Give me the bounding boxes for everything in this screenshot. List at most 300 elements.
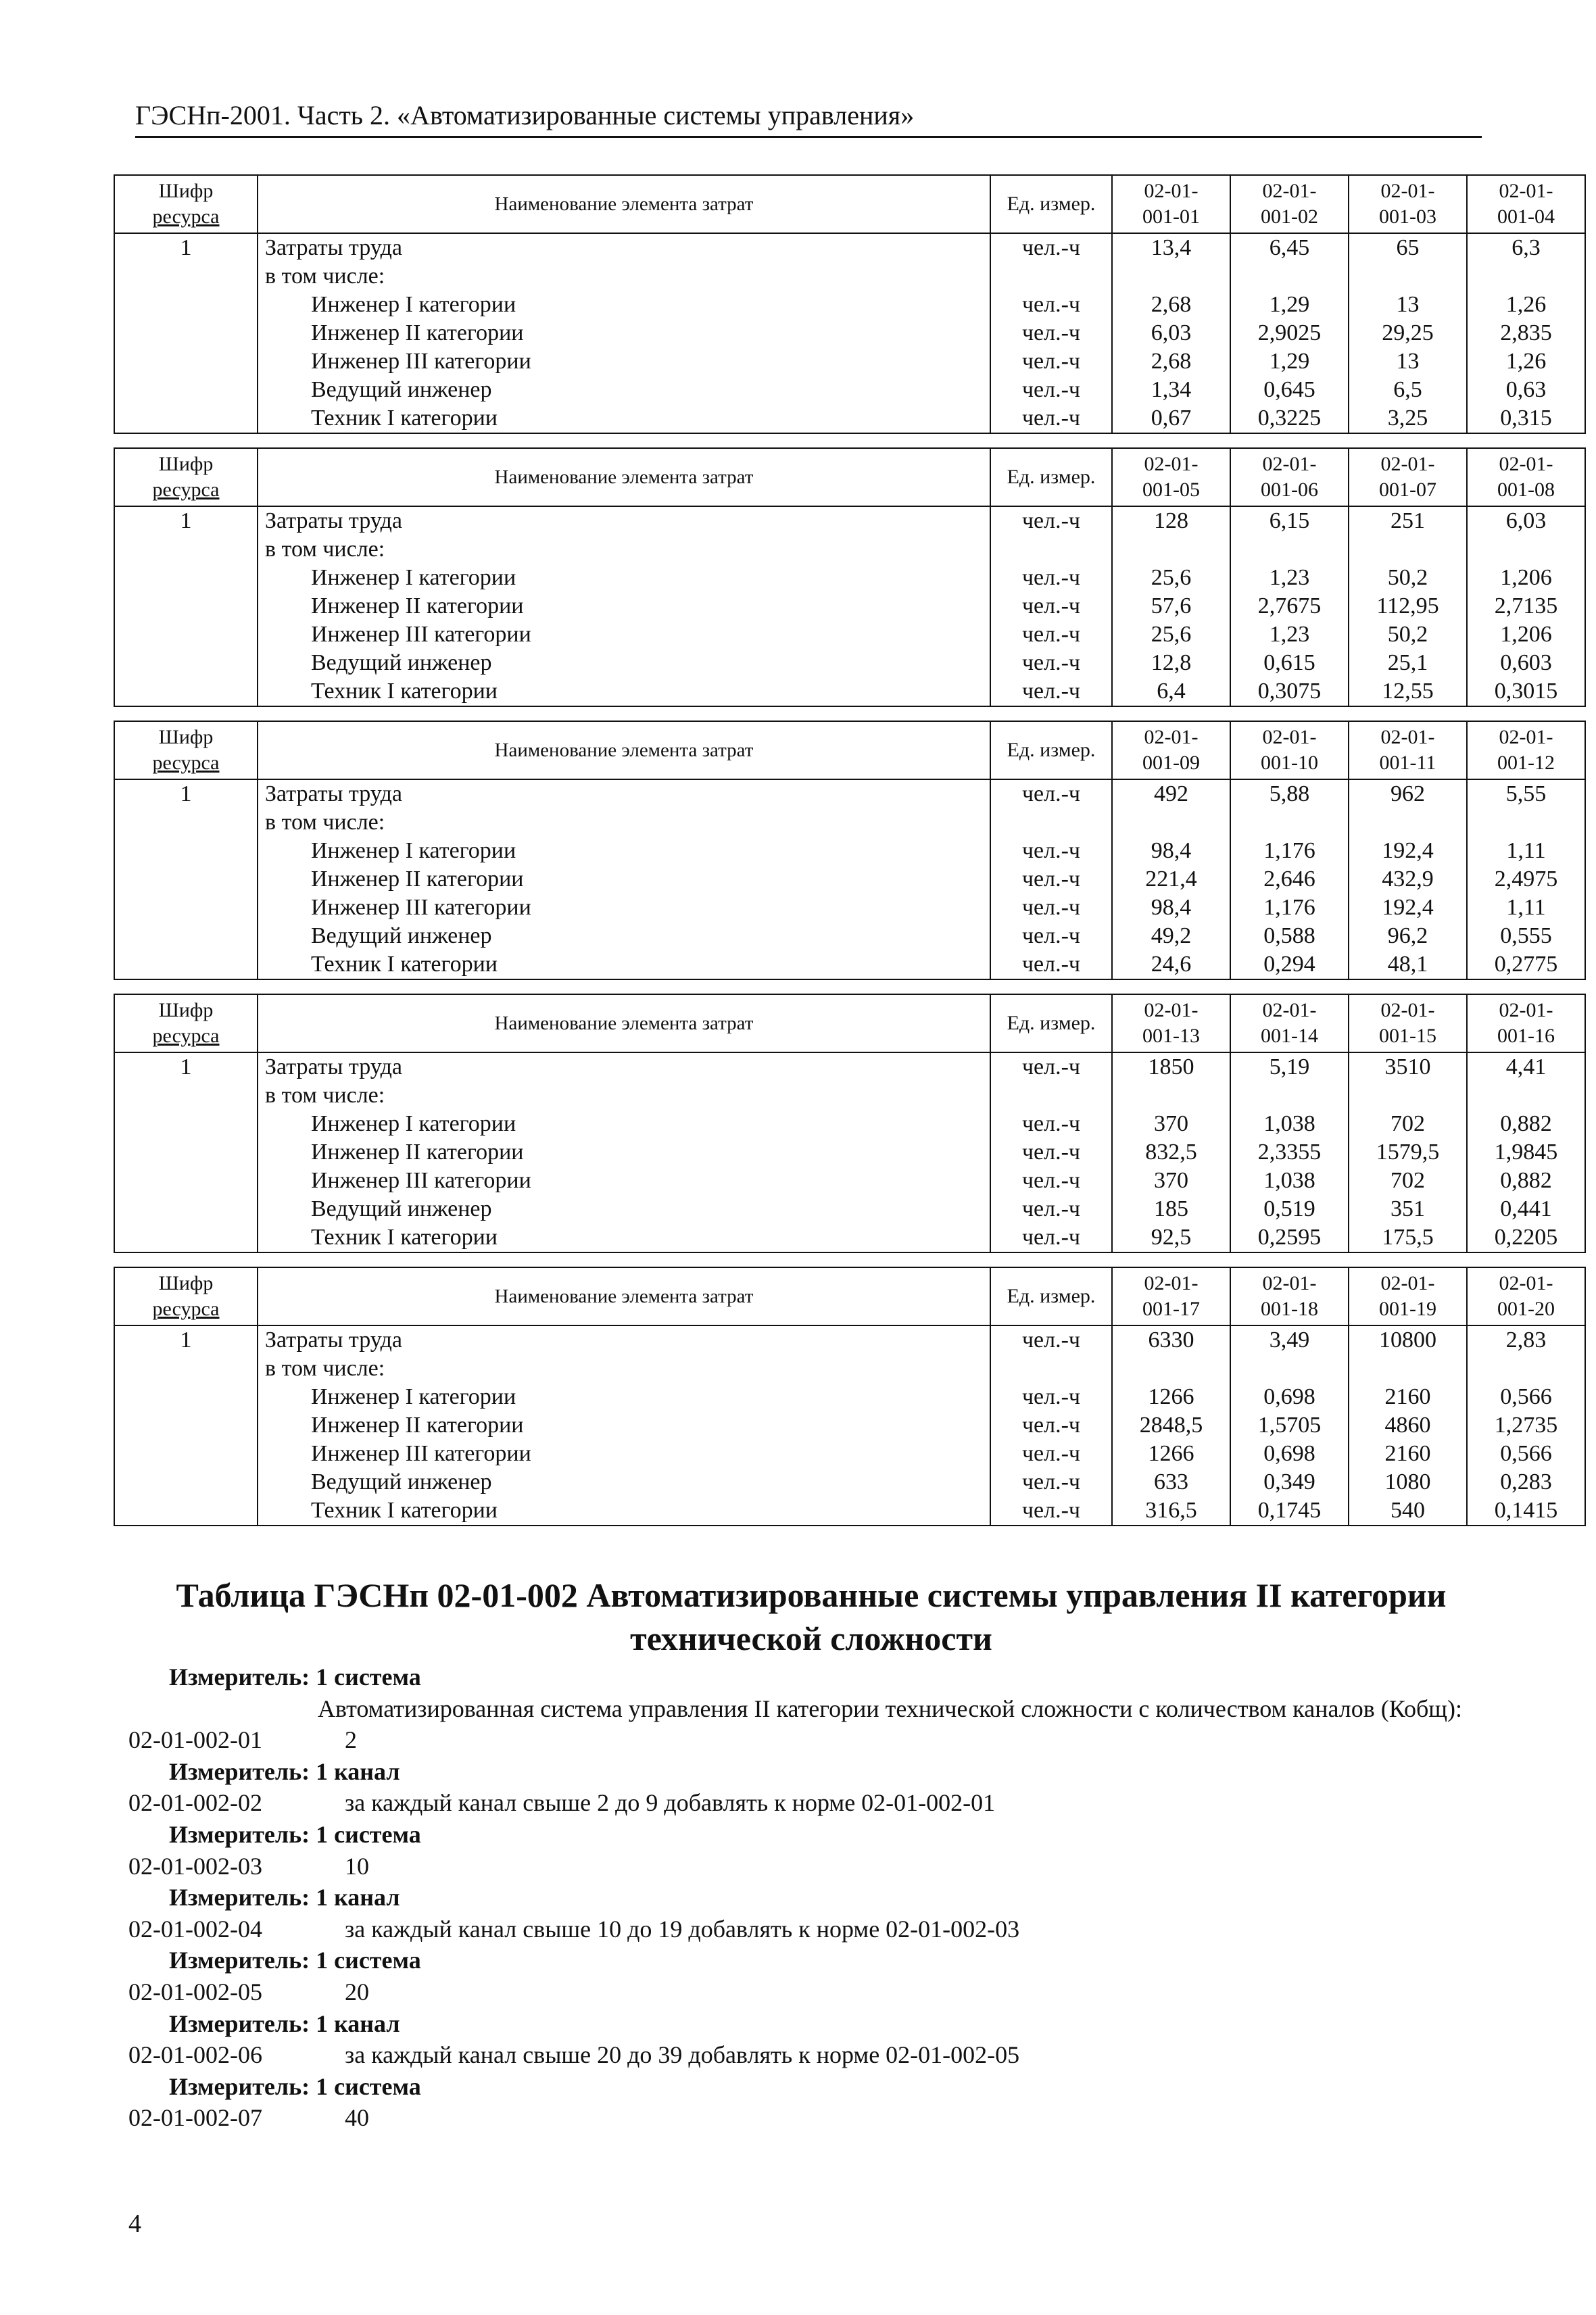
value-cell: 0,698 bbox=[1230, 1383, 1349, 1411]
unit-cell: чел.-ч bbox=[990, 319, 1112, 347]
norm-code-part: 02-01- bbox=[1144, 1272, 1199, 1294]
header-code-cell bbox=[114, 721, 258, 779]
resource-code-cell: 1 bbox=[114, 779, 258, 808]
value-cell: 0,441 bbox=[1467, 1195, 1585, 1223]
table-row bbox=[114, 291, 1585, 319]
header-unit-cell: Ед. измер. bbox=[990, 1267, 1112, 1325]
measurer-line: Измеритель: 1 система bbox=[169, 1820, 421, 1848]
resource-code-cell bbox=[114, 564, 258, 592]
measurer-line: Измеритель: 1 канал bbox=[169, 1884, 400, 1911]
unit-cell: чел.-ч bbox=[990, 506, 1112, 535]
value-cell: 370 bbox=[1112, 1167, 1230, 1195]
value-cell bbox=[1230, 1081, 1349, 1110]
value-cell: 1266 bbox=[1112, 1440, 1230, 1468]
header-norm-code-cell bbox=[1467, 448, 1585, 506]
cost-element-name-cell: Инженер II категории bbox=[258, 319, 990, 347]
value-cell: 13 bbox=[1349, 347, 1467, 376]
header-norm-code-cell bbox=[1230, 1267, 1349, 1325]
table-row bbox=[114, 808, 1585, 837]
resource-code-cell bbox=[114, 1081, 258, 1110]
unit-cell: чел.-ч bbox=[990, 1411, 1112, 1440]
value-cell: 1,29 bbox=[1230, 347, 1349, 376]
value-cell bbox=[1230, 808, 1349, 837]
table-header-row bbox=[114, 994, 1585, 1052]
header-norm-code-cell bbox=[1112, 448, 1230, 506]
value-cell bbox=[1349, 262, 1467, 291]
unit-cell: чел.-ч bbox=[990, 1195, 1112, 1223]
norm-code-part: 02-01- bbox=[1380, 999, 1435, 1021]
value-cell: 0,882 bbox=[1467, 1167, 1585, 1195]
value-cell: 6330 bbox=[1112, 1325, 1230, 1355]
cost-element-name-cell: Инженер III категории bbox=[258, 620, 990, 649]
value-cell bbox=[1349, 1355, 1467, 1383]
table-row bbox=[114, 1440, 1585, 1468]
table-row bbox=[114, 404, 1585, 433]
norm-code-part: 001-11 bbox=[1379, 752, 1436, 774]
value-cell: 13,4 bbox=[1112, 233, 1230, 262]
cost-element-name-cell: Инженер II категории bbox=[258, 592, 990, 620]
resource-code-cell bbox=[114, 1411, 258, 1440]
cost-element-name-cell: Инженер I категории bbox=[258, 564, 990, 592]
norm-code-part: 02-01- bbox=[1499, 1272, 1553, 1294]
resource-code-cell bbox=[114, 347, 258, 376]
norm-code-part: 001-01 bbox=[1142, 205, 1200, 228]
value-cell: 2,4975 bbox=[1467, 865, 1585, 894]
norm-code-part: 02-01- bbox=[1144, 180, 1199, 202]
cost-table bbox=[114, 447, 1586, 707]
value-cell: 2,3355 bbox=[1230, 1138, 1349, 1167]
value-cell: 0,283 bbox=[1467, 1468, 1585, 1496]
table-header-row bbox=[114, 175, 1585, 233]
value-cell: 6,03 bbox=[1112, 319, 1230, 347]
value-cell bbox=[1467, 262, 1585, 291]
value-cell bbox=[1349, 1081, 1467, 1110]
norm-code-part: 02-01- bbox=[1380, 453, 1435, 475]
resource-code-cell bbox=[114, 592, 258, 620]
norm-text: 20 bbox=[345, 1978, 369, 2005]
header-norm-code-cell bbox=[1349, 994, 1467, 1052]
value-cell bbox=[1230, 262, 1349, 291]
value-cell: 6,3 bbox=[1467, 233, 1585, 262]
table-row bbox=[114, 535, 1585, 564]
value-cell: 0,315 bbox=[1467, 404, 1585, 433]
value-cell: 13 bbox=[1349, 291, 1467, 319]
header-norm-code-cell bbox=[1349, 1267, 1467, 1325]
unit-cell: чел.-ч bbox=[990, 592, 1112, 620]
cost-table bbox=[114, 174, 1586, 434]
cost-element-name-cell: Инженер I категории bbox=[258, 837, 990, 865]
header-norm-code-cell bbox=[1467, 175, 1585, 233]
value-cell: 25,1 bbox=[1349, 649, 1467, 677]
value-cell: 192,4 bbox=[1349, 837, 1467, 865]
table-row bbox=[114, 865, 1585, 894]
value-cell bbox=[1230, 535, 1349, 564]
value-cell: 2,835 bbox=[1467, 319, 1585, 347]
table-row bbox=[114, 1167, 1585, 1195]
value-cell: 0,63 bbox=[1467, 376, 1585, 404]
header-norm-code-cell bbox=[1230, 994, 1349, 1052]
value-cell: 6,15 bbox=[1230, 506, 1349, 535]
unit-cell: чел.-ч bbox=[990, 376, 1112, 404]
value-cell: 702 bbox=[1349, 1110, 1467, 1138]
norm-code-part: 02-01- bbox=[1262, 180, 1317, 202]
norm-code-part: 02-01- bbox=[1262, 453, 1317, 475]
table-row bbox=[114, 894, 1585, 922]
norm-code-part: 02-01- bbox=[1380, 726, 1435, 748]
norm-line bbox=[128, 1724, 1494, 1756]
unit-cell: чел.-ч bbox=[990, 564, 1112, 592]
norm-code-part: 001-03 bbox=[1379, 205, 1436, 228]
value-cell: 6,5 bbox=[1349, 376, 1467, 404]
norm-code-part: 02-01- bbox=[1262, 726, 1317, 748]
resource-code-cell bbox=[114, 1167, 258, 1195]
value-cell: 2160 bbox=[1349, 1383, 1467, 1411]
norm-text: за каждый канал свыше 2 до 9 добавлять к норме 02-01-002-01 bbox=[345, 1789, 996, 1817]
value-cell: 2,7135 bbox=[1467, 592, 1585, 620]
cost-element-name-cell: Инженер I категории bbox=[258, 1110, 990, 1138]
norm-text: 10 bbox=[345, 1852, 369, 1880]
value-cell: 832,5 bbox=[1112, 1138, 1230, 1167]
table-header-row bbox=[114, 448, 1585, 506]
norm-code-part: 001-19 bbox=[1379, 1298, 1436, 1320]
value-cell: 0,294 bbox=[1230, 950, 1349, 979]
norm-code-part: 001-13 bbox=[1142, 1025, 1200, 1047]
value-cell: 6,4 bbox=[1112, 677, 1230, 706]
value-cell: 0,566 bbox=[1467, 1440, 1585, 1468]
cost-element-name-cell: Инженер II категории bbox=[258, 865, 990, 894]
resource-code-cell: 1 bbox=[114, 1052, 258, 1081]
measurer-line: Измеритель: 1 канал bbox=[169, 1757, 400, 1785]
norm-code-part: 001-17 bbox=[1142, 1298, 1200, 1320]
table-row bbox=[114, 922, 1585, 950]
value-cell: 4,41 bbox=[1467, 1052, 1585, 1081]
cost-element-name-cell: Ведущий инженер bbox=[258, 649, 990, 677]
header-norm-code-cell bbox=[1467, 1267, 1585, 1325]
norm-code-part: 02-01- bbox=[1262, 1272, 1317, 1294]
unit-cell: чел.-ч bbox=[990, 620, 1112, 649]
section-title bbox=[128, 1574, 1494, 1660]
unit-cell: чел.-ч bbox=[990, 677, 1112, 706]
value-cell: 370 bbox=[1112, 1110, 1230, 1138]
value-cell: 0,698 bbox=[1230, 1440, 1349, 1468]
cost-element-name-cell: Ведущий инженер bbox=[258, 922, 990, 950]
value-cell: 0,555 bbox=[1467, 922, 1585, 950]
value-cell: 29,25 bbox=[1349, 319, 1467, 347]
resource-code-cell bbox=[114, 1440, 258, 1468]
table-row bbox=[114, 1468, 1585, 1496]
header-norm-code-cell bbox=[1112, 721, 1230, 779]
unit-cell: чел.-ч bbox=[990, 1223, 1112, 1252]
resource-code-cell bbox=[114, 865, 258, 894]
header-name-cell: Наименование элемента затрат bbox=[258, 448, 990, 506]
value-cell: 1,23 bbox=[1230, 620, 1349, 649]
value-cell: 2848,5 bbox=[1112, 1411, 1230, 1440]
value-cell: 0,588 bbox=[1230, 922, 1349, 950]
header-code-cell bbox=[114, 448, 258, 506]
unit-cell bbox=[990, 808, 1112, 837]
resource-code-cell bbox=[114, 535, 258, 564]
value-cell: 5,88 bbox=[1230, 779, 1349, 808]
value-cell: 4860 bbox=[1349, 1411, 1467, 1440]
section-title-line1: Таблица ГЭСНп 02-01-002 Автоматизированные системы управления II категории bbox=[176, 1576, 1447, 1614]
unit-cell: чел.-ч bbox=[990, 865, 1112, 894]
norm-line bbox=[128, 2039, 1494, 2071]
header-norm-code-cell bbox=[1467, 994, 1585, 1052]
norm-code-part: 02-01- bbox=[1380, 1272, 1435, 1294]
resource-code-cell: 1 bbox=[114, 1325, 258, 1355]
value-cell bbox=[1467, 1355, 1585, 1383]
norm-code-part: 02-01- bbox=[1499, 726, 1553, 748]
value-cell: 112,95 bbox=[1349, 592, 1467, 620]
unit-cell: чел.-ч bbox=[990, 922, 1112, 950]
cost-element-name-cell: Техник I категории bbox=[258, 1496, 990, 1526]
cost-table bbox=[114, 1267, 1586, 1526]
table-row bbox=[114, 1138, 1585, 1167]
value-cell: 3,49 bbox=[1230, 1325, 1349, 1355]
value-cell: 6,03 bbox=[1467, 506, 1585, 535]
header-code-cell bbox=[114, 994, 258, 1052]
unit-cell: чел.-ч bbox=[990, 1383, 1112, 1411]
value-cell: 0,3015 bbox=[1467, 677, 1585, 706]
value-cell: 98,4 bbox=[1112, 894, 1230, 922]
table-row bbox=[114, 592, 1585, 620]
value-cell: 251 bbox=[1349, 506, 1467, 535]
unit-cell: чел.-ч bbox=[990, 1440, 1112, 1468]
norm-line bbox=[128, 1787, 1494, 1819]
value-cell: 0,349 bbox=[1230, 1468, 1349, 1496]
value-cell: 185 bbox=[1112, 1195, 1230, 1223]
header-code-cell bbox=[114, 175, 258, 233]
value-cell bbox=[1112, 808, 1230, 837]
norm-code-part: 02-01- bbox=[1499, 180, 1553, 202]
value-cell: 1,038 bbox=[1230, 1167, 1349, 1195]
value-cell: 5,55 bbox=[1467, 779, 1585, 808]
cost-tables bbox=[114, 174, 1558, 1540]
value-cell bbox=[1467, 808, 1585, 837]
value-cell: 6,45 bbox=[1230, 233, 1349, 262]
unit-cell: чел.-ч bbox=[990, 1325, 1112, 1355]
value-cell: 1080 bbox=[1349, 1468, 1467, 1496]
value-cell: 0,67 bbox=[1112, 404, 1230, 433]
value-cell: 1,11 bbox=[1467, 894, 1585, 922]
cost-element-name-cell: Инженер I категории bbox=[258, 1383, 990, 1411]
norm-line bbox=[128, 1976, 1494, 2008]
header-code-label: Шифр bbox=[158, 180, 214, 202]
value-cell: 65 bbox=[1349, 233, 1467, 262]
unit-cell bbox=[990, 262, 1112, 291]
value-cell: 432,9 bbox=[1349, 865, 1467, 894]
cost-element-name-cell: в том числе: bbox=[258, 1355, 990, 1383]
value-cell: 128 bbox=[1112, 506, 1230, 535]
resource-code-cell bbox=[114, 950, 258, 979]
value-cell: 702 bbox=[1349, 1167, 1467, 1195]
header-code-label: ресурса bbox=[152, 752, 220, 774]
unit-cell: чел.-ч bbox=[990, 1110, 1112, 1138]
header-unit-cell: Ед. измер. bbox=[990, 175, 1112, 233]
header-norm-code-cell bbox=[1349, 721, 1467, 779]
table-row bbox=[114, 1195, 1585, 1223]
unit-cell: чел.-ч bbox=[990, 233, 1112, 262]
value-cell: 1,206 bbox=[1467, 620, 1585, 649]
norm-code: 02-01-002-07 bbox=[128, 2104, 262, 2132]
value-cell: 0,882 bbox=[1467, 1110, 1585, 1138]
value-cell: 3,25 bbox=[1349, 404, 1467, 433]
value-cell: 57,6 bbox=[1112, 592, 1230, 620]
value-cell bbox=[1467, 1081, 1585, 1110]
norm-code-part: 001-15 bbox=[1379, 1025, 1436, 1047]
norm-code-part: 001-04 bbox=[1497, 205, 1555, 228]
value-cell: 1,23 bbox=[1230, 564, 1349, 592]
value-cell: 1,5705 bbox=[1230, 1411, 1349, 1440]
norm-code-part: 001-20 bbox=[1497, 1298, 1555, 1320]
norm-code-part: 001-05 bbox=[1142, 479, 1200, 501]
resource-code-cell bbox=[114, 894, 258, 922]
section-lines bbox=[128, 1661, 1494, 2134]
header-norm-code-cell bbox=[1467, 721, 1585, 779]
value-cell bbox=[1349, 535, 1467, 564]
value-cell: 1,2735 bbox=[1467, 1411, 1585, 1440]
value-cell: 96,2 bbox=[1349, 922, 1467, 950]
norm-code-part: 02-01- bbox=[1499, 999, 1553, 1021]
cost-element-name-cell: Техник I категории bbox=[258, 1223, 990, 1252]
resource-code-cell bbox=[114, 649, 258, 677]
header-code-label: Шифр bbox=[158, 999, 214, 1021]
header-norm-code-cell bbox=[1349, 448, 1467, 506]
resource-code-cell: 1 bbox=[114, 233, 258, 262]
cost-element-name-cell: Инженер II категории bbox=[258, 1138, 990, 1167]
resource-code-cell bbox=[114, 262, 258, 291]
cost-element-name-cell: в том числе: bbox=[258, 1081, 990, 1110]
header-norm-code-cell bbox=[1112, 175, 1230, 233]
value-cell bbox=[1349, 808, 1467, 837]
table-row bbox=[114, 779, 1585, 808]
norm-code-part: 001-09 bbox=[1142, 752, 1200, 774]
header-code-label: Шифр bbox=[158, 1272, 214, 1294]
value-cell: 1,26 bbox=[1467, 291, 1585, 319]
cost-element-name-cell: Техник I категории bbox=[258, 404, 990, 433]
unit-cell: чел.-ч bbox=[990, 404, 1112, 433]
cost-table bbox=[114, 721, 1586, 980]
norm-line bbox=[128, 1914, 1494, 1945]
table-row bbox=[114, 1411, 1585, 1440]
norm-code-part: 001-08 bbox=[1497, 479, 1555, 501]
value-cell: 492 bbox=[1112, 779, 1230, 808]
value-cell: 1,34 bbox=[1112, 376, 1230, 404]
norm-code-part: 001-18 bbox=[1261, 1298, 1318, 1320]
resource-code-cell bbox=[114, 1355, 258, 1383]
value-cell: 92,5 bbox=[1112, 1223, 1230, 1252]
value-cell: 3510 bbox=[1349, 1052, 1467, 1081]
norm-code: 02-01-002-02 bbox=[128, 1789, 262, 1817]
value-cell: 175,5 bbox=[1349, 1223, 1467, 1252]
value-cell: 0,645 bbox=[1230, 376, 1349, 404]
unit-cell bbox=[990, 1081, 1112, 1110]
cost-element-name-cell: Инженер III категории bbox=[258, 1440, 990, 1468]
value-cell bbox=[1112, 1081, 1230, 1110]
value-cell: 0,615 bbox=[1230, 649, 1349, 677]
unit-cell: чел.-ч bbox=[990, 894, 1112, 922]
section-title-line2: технической сложности bbox=[630, 1619, 992, 1657]
resource-code-cell bbox=[114, 1195, 258, 1223]
norm-line bbox=[128, 2102, 1494, 2134]
resource-code-cell bbox=[114, 808, 258, 837]
cost-element-name-cell: Ведущий инженер bbox=[258, 1195, 990, 1223]
value-cell: 0,603 bbox=[1467, 649, 1585, 677]
unit-cell: чел.-ч bbox=[990, 1138, 1112, 1167]
value-cell: 48,1 bbox=[1349, 950, 1467, 979]
table-row bbox=[114, 1223, 1585, 1252]
value-cell: 5,19 bbox=[1230, 1052, 1349, 1081]
norm-code-part: 02-01- bbox=[1380, 180, 1435, 202]
header-name-cell: Наименование элемента затрат bbox=[258, 175, 990, 233]
value-cell: 1850 bbox=[1112, 1052, 1230, 1081]
cost-element-name-cell: Ведущий инженер bbox=[258, 376, 990, 404]
value-cell: 0,566 bbox=[1467, 1383, 1585, 1411]
cost-element-name-cell: в том числе: bbox=[258, 262, 990, 291]
norm-code-part: 02-01- bbox=[1499, 453, 1553, 475]
norm-code-part: 001-14 bbox=[1261, 1025, 1318, 1047]
value-cell: 221,4 bbox=[1112, 865, 1230, 894]
value-cell: 2,7675 bbox=[1230, 592, 1349, 620]
header-norm-code-cell bbox=[1349, 175, 1467, 233]
header-code-label: ресурса bbox=[152, 479, 220, 501]
resource-code-cell bbox=[114, 1468, 258, 1496]
value-cell: 962 bbox=[1349, 779, 1467, 808]
norm-text: за каждый канал свыше 20 до 39 добавлять к норме 02-01-002-05 bbox=[345, 2041, 1020, 2069]
table-row bbox=[114, 1081, 1585, 1110]
unit-cell: чел.-ч bbox=[990, 347, 1112, 376]
header-norm-code-cell bbox=[1112, 1267, 1230, 1325]
value-cell: 0,1745 bbox=[1230, 1496, 1349, 1526]
unit-cell bbox=[990, 535, 1112, 564]
table-row bbox=[114, 950, 1585, 979]
norm-code-part: 001-02 bbox=[1261, 205, 1318, 228]
table-row bbox=[114, 837, 1585, 865]
measurer-line: Измеритель: 1 система bbox=[169, 2072, 421, 2100]
cost-element-name-cell: Техник I категории bbox=[258, 677, 990, 706]
header-code-label: Шифр bbox=[158, 726, 214, 748]
value-cell bbox=[1230, 1355, 1349, 1383]
header-name-cell: Наименование элемента затрат bbox=[258, 1267, 990, 1325]
resource-code-cell bbox=[114, 922, 258, 950]
table-row bbox=[114, 233, 1585, 262]
value-cell: 1,176 bbox=[1230, 837, 1349, 865]
cost-element-name-cell: Затраты труда bbox=[258, 233, 990, 262]
norm-code-part: 02-01- bbox=[1144, 453, 1199, 475]
value-cell: 0,1415 bbox=[1467, 1496, 1585, 1526]
measurer-line: Измеритель: 1 система bbox=[169, 1663, 421, 1690]
value-cell: 24,6 bbox=[1112, 950, 1230, 979]
value-cell: 2,68 bbox=[1112, 291, 1230, 319]
header-unit-cell: Ед. измер. bbox=[990, 448, 1112, 506]
header-name-cell: Наименование элемента затрат bbox=[258, 994, 990, 1052]
table-row bbox=[114, 347, 1585, 376]
cost-element-name-cell: Инженер III категории bbox=[258, 347, 990, 376]
header-code-label: ресурса bbox=[152, 1298, 220, 1320]
table-row bbox=[114, 564, 1585, 592]
cost-element-name-cell: Затраты труда bbox=[258, 1052, 990, 1081]
norm-line bbox=[128, 1851, 1494, 1882]
header-norm-code-cell bbox=[1230, 448, 1349, 506]
norm-code-part: 001-07 bbox=[1379, 479, 1436, 501]
value-cell: 192,4 bbox=[1349, 894, 1467, 922]
norm-code-part: 02-01- bbox=[1144, 726, 1199, 748]
value-cell bbox=[1112, 1355, 1230, 1383]
header-name-cell: Наименование элемента затрат bbox=[258, 721, 990, 779]
table-row bbox=[114, 1052, 1585, 1081]
cost-element-name-cell: в том числе: bbox=[258, 808, 990, 837]
resource-code-cell bbox=[114, 1383, 258, 1411]
